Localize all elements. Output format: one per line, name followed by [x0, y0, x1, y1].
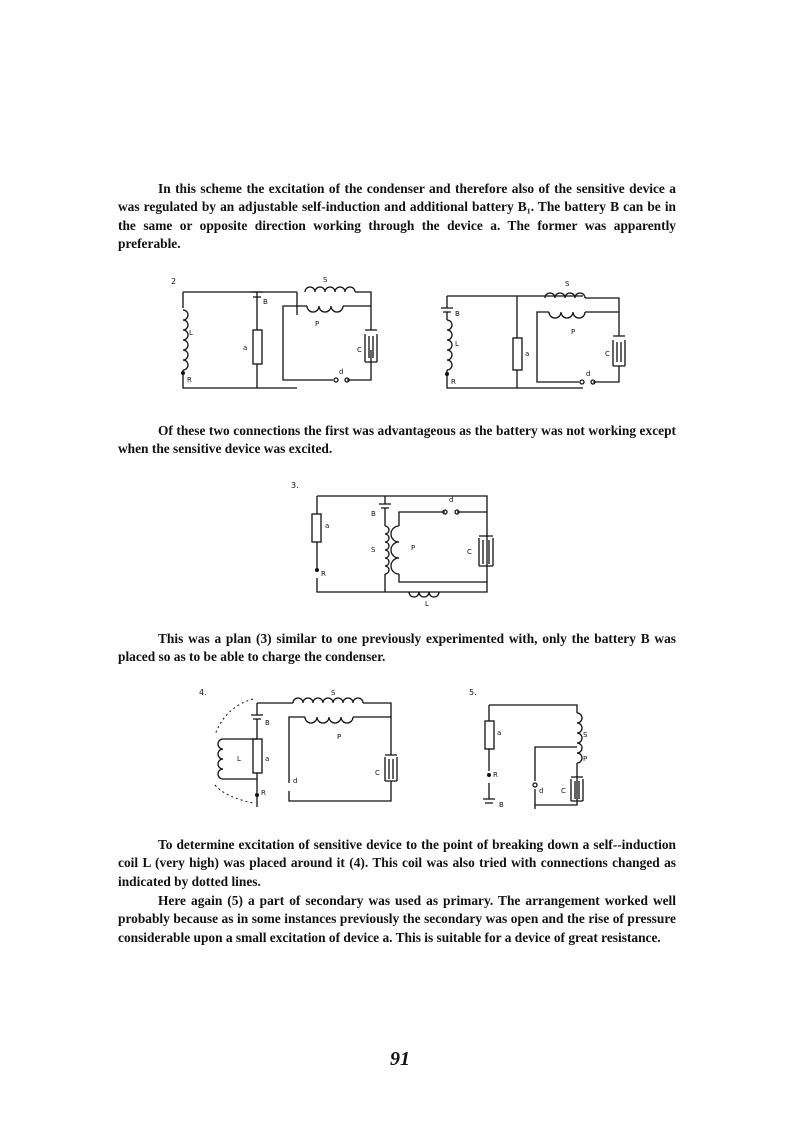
- svg-text:C: C: [605, 350, 610, 358]
- svg-text:R: R: [321, 570, 326, 578]
- svg-text:S: S: [371, 546, 376, 554]
- svg-text:R: R: [493, 771, 498, 779]
- paragraph-3: This was a plan (3) similar to one previously experimented with, only the battery B was placed so as to be able to charge the condenser.: [118, 631, 676, 665]
- figure-4: [195, 685, 415, 815]
- svg-text:C: C: [561, 787, 566, 795]
- svg-text:P: P: [571, 328, 576, 336]
- svg-text:d: d: [449, 496, 454, 504]
- paragraph-5: Here again (5) a part of secondary was used as primary. The arrangement worked well probably because as in some instances previously the secondary was open and the rise of pressure considerable upon a small excitation of device a. This is suitable for a device of great resistance.: [118, 893, 676, 945]
- figure-3: [285, 478, 505, 610]
- svg-text:a: a: [497, 729, 502, 737]
- svg-text:B: B: [265, 719, 270, 727]
- svg-text:R: R: [261, 789, 266, 797]
- inductor-L: [183, 310, 188, 370]
- svg-text:B: B: [371, 510, 376, 518]
- paragraph-1: In this scheme the excitation of the condenser and therefore also of the sensitive device a was regulated by an adjustable self-induction and additional battery B₁. The battery B can be in the same or opposite direction working through the device a. The former was apparently preferable.: [118, 181, 676, 252]
- figure-5: [465, 685, 615, 815]
- svg-text:4.: 4.: [199, 688, 207, 697]
- coil-S: [305, 287, 355, 292]
- svg-text:L: L: [237, 755, 241, 763]
- svg-text:S: S: [565, 280, 570, 288]
- svg-text:B: B: [499, 801, 504, 809]
- svg-text:C: C: [375, 769, 380, 777]
- svg-text:a: a: [243, 344, 248, 352]
- svg-text:L: L: [455, 340, 459, 348]
- svg-text:d: d: [339, 368, 344, 376]
- paragraph-2: Of these two connections the first was advantageous as the battery was not working except when the sensitive device was excited.: [118, 423, 676, 457]
- svg-text:R: R: [451, 378, 456, 386]
- page-number: 91: [390, 1048, 410, 1070]
- svg-text:S: S: [583, 731, 588, 739]
- svg-text:5.: 5.: [469, 688, 477, 697]
- svg-text:S: S: [331, 689, 336, 697]
- svg-text:a: a: [325, 522, 330, 530]
- svg-text:a: a: [525, 350, 530, 358]
- svg-text:a: a: [265, 755, 270, 763]
- svg-text:P: P: [411, 544, 416, 552]
- svg-text:L: L: [189, 329, 193, 337]
- coil-P: [307, 306, 343, 312]
- svg-text:C: C: [467, 548, 472, 556]
- svg-text:P: P: [583, 755, 588, 763]
- svg-text:P: P: [337, 733, 342, 741]
- figure-2: [165, 270, 645, 400]
- svg-text:B: B: [455, 310, 460, 318]
- device-a: [253, 330, 262, 364]
- svg-text:d: d: [293, 777, 298, 785]
- svg-text:d: d: [539, 787, 544, 795]
- svg-text:P: P: [315, 320, 320, 328]
- svg-text:C: C: [357, 346, 362, 354]
- svg-text:d: d: [586, 370, 591, 378]
- svg-text:B: B: [263, 298, 268, 306]
- svg-text:L: L: [425, 600, 429, 608]
- svg-text:R: R: [187, 376, 192, 384]
- figure-2-number: 2: [171, 277, 177, 286]
- svg-text:3.: 3.: [291, 481, 299, 490]
- paragraph-4: To determine excitation of sensitive device to the point of breaking down a self--induction coil L (very high) was placed around it (4). This coil was also tried with connections changed as indicated by dotted lines.: [118, 837, 676, 889]
- svg-text:S: S: [323, 276, 328, 284]
